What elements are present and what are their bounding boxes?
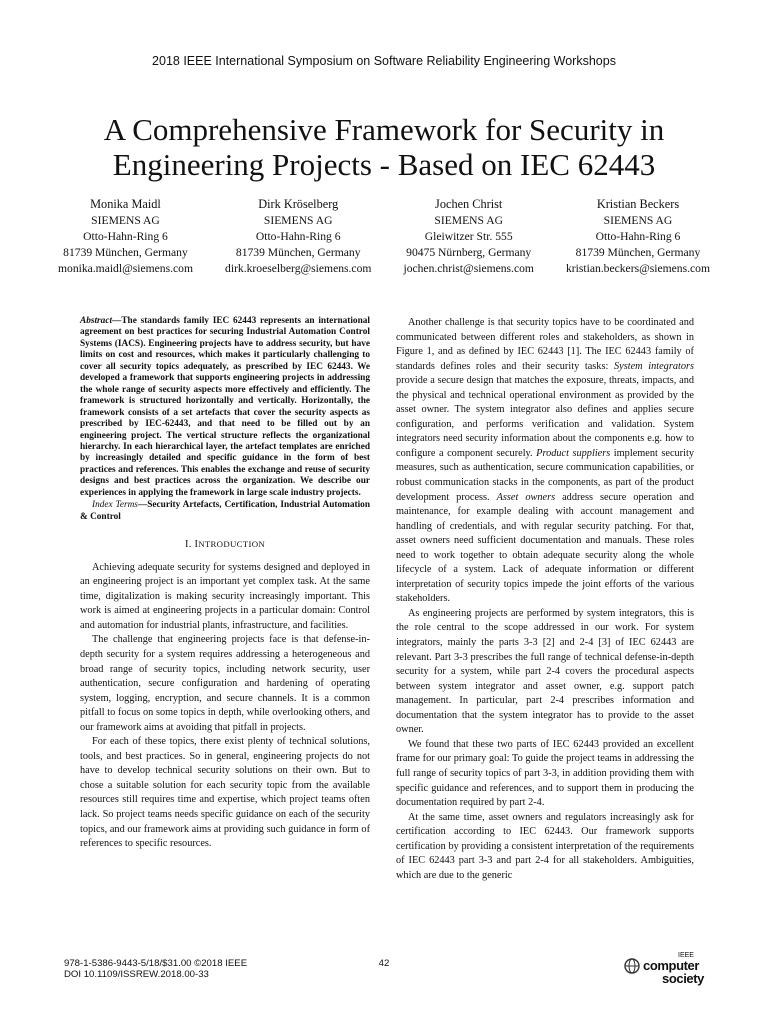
author-street: Otto-Hahn-Ring 6 [255, 230, 341, 243]
section-number: I. [184, 539, 195, 551]
conference-header: 2018 IEEE International Symposium on Software Reliability Engineering Workshops [152, 54, 616, 68]
isbn-line: 978-1-5386-9443-5/18/$31.00 ©2018 IEEE [64, 958, 248, 969]
author-city: 81739 München, Germany [63, 246, 188, 259]
author-name: Monika Maidl [90, 197, 161, 211]
section-heading [80, 537, 370, 553]
author-name: Jochen Christ [435, 197, 503, 211]
author-city: 81739 München, Germany [575, 246, 701, 259]
author-org: SIEMENS AG [91, 214, 160, 227]
role-term: Product suppliers [536, 447, 611, 459]
author-org: SIEMENS AG [263, 214, 333, 227]
text-run: implement security measures, such as authentication, secure communication capabilities, or robust communication stacks in the components, as part of the product development process. [396, 447, 694, 503]
author-block [58, 196, 710, 277]
author-email: jochen.christ@siemens.com [403, 262, 534, 275]
index-terms-text: —Security Artefacts, Certification, Industrial Automation & Control [80, 500, 370, 522]
author-card [566, 196, 710, 277]
role-term: Asset owners [496, 491, 556, 503]
author-org: SIEMENS AG [434, 214, 503, 227]
author-city: 90475 Nürnberg, Germany [406, 246, 532, 259]
body-paragraph: For each of these topics, there exist plenty of technical solutions, tools, and best practices. So in general, engineering projects do not have to develop technical security solutions on their own. But to chose a suitable solution for each security topic from the available resources still requires time and expertise, which project teams often lack. So project teams needs specific guidance on each of the security topics, and our framework aims at providing such guidance in form of references to specific resources. [80, 736, 370, 850]
text-run: provide a secure design that matches the exposure, threats, impacts, and the physical and technical operational environment as provided by the asset owner. The system integrator also defines and applies secure configuration, and performs verification and validation. System integrators need security information about the components e.g. how to configure a component securely. [396, 375, 694, 459]
body-paragraph: As engineering projects are performed by system integrators, this is the role central to the scope addressed in our work. For system integrators, mainly the parts 3-3 [2] and 2-4 [3] of IEC 62443 are relevant. Part 3-3 prescribes the full range of technical defense-in-depth security for a system, while part 2-4 covers the procedural aspects between system integrator and asset owner, e.g. support patch management. In particular, part 2-4 prescribes information and documentation that the system integrator has to provide to the asset owner. [396, 607, 694, 736]
body-paragraph: The challenge that engineering projects face is that defense-in-depth security for a system requires addressing a heterogeneous and broad range of security topics, including network security, user authentication, secure configuration and hardening of operating system, logging, encryption, and secure channels. It is a common pitfall to focus on some topics in depth, while overlooking others, and our framework aims at avoiding that pitfall in projects. [80, 634, 370, 733]
abstract-text: —The standards family IEC 62443 represents an international agreement on best practices for securing Industrial Automation Control Systems (IACS). Engineering projects have to address security, but have limits on cost and resources, which makes it particularly challenging to cover all security topics adequately, as prescribed by IEC 62443. We developed a framework that supports engineering projects in addressing the whole range of security aspects more effectively and efficiently. The framework is structured horizontally and vertically. Horizontally, the framework consists of a set artefacts that cover the security aspects as prescribed by IEC-62443, and that need to be filled out by an engineering project. The vertical structure reflects the organizational hierarchy. In each hierarchical layer, the artefact templates are enriched by increasingly detailed and specific guidance in the form of best practices and references. This enables the exchange and reuse of security designs and best practices across the organization. We describe our experiences in applying the framework in large scale industry projects. [80, 316, 370, 498]
author-city: 81739 München, Germany [235, 246, 361, 259]
author-name: Kristian Beckers [596, 197, 680, 211]
text-run: Another challenge is that security topics have to be coordinated and communicated between different roles and stakeholders, as shown in Figure 1, and as defined by IEC 62443 [1]. The IEC 62443 family of standards defines roles and their security tasks: [396, 317, 694, 372]
section-initial: I [194, 539, 199, 551]
abstract [80, 316, 370, 499]
title-line: A Comprehensive Framework for Security in [103, 112, 665, 147]
ieee-computer-society-logo [624, 952, 708, 988]
body-paragraph: We found that these two parts of IEC 62443 provided an excellent frame for our primary goal: To guide the project teams in addressing the full range of security topics of part 3-3, in addition providing them with specific guidance and references, and to support them in producing the documentation required by part 2-4. [396, 738, 694, 809]
index-terms-label: Index Terms [92, 500, 138, 511]
left-column [80, 316, 370, 852]
globe-icon [624, 958, 640, 974]
right-column [396, 316, 694, 883]
logo-society-text: society [662, 971, 705, 986]
body-paragraph [396, 316, 694, 607]
author-email: monika.maidl@siemens.com [58, 262, 193, 275]
index-terms [80, 500, 370, 523]
author-email: kristian.beckers@siemens.com [566, 262, 710, 275]
logo-ieee-text: IEEE [678, 952, 694, 959]
author-email: dirk.kroeselberg@siemens.com [225, 262, 372, 275]
author-name: Dirk Kröselberg [258, 197, 339, 211]
page-number: 42 [378, 958, 390, 969]
role-term: System integrators [613, 360, 694, 372]
body-paragraph: At the same time, asset owners and regulators increasingly ask for certification according to IEC 62443. Our framework supports certification by providing a consistent interpretation of the requirements of IEC 62443 part 3-3 and part 2-4 for all stakeholders. Ambiguities, which are due to the generic [396, 811, 694, 881]
text-run: address secure operation and maintenance, for example dealing with account management and handling of credentials, and with regular security patching. For that, asset owners need sufficient documentation and manuals. These roles need to work together to obtain adequate security along the whole lifecycle of a system. Lack of adequate information or different interpretation of security topics impede the joint efforts of the various stakeholders. [396, 491, 694, 605]
abstract-label: Abstract [80, 316, 113, 326]
author-street: Gleiwitzer Str. 555 [424, 230, 513, 243]
doi-line: DOI 10.1109/ISSREW.2018.00-33 [64, 969, 209, 980]
author-card [58, 196, 193, 277]
body-paragraph: Achieving adequate security for systems designed and deployed in an engineering project is an important yet complex task. At the same time, digitalization is making security increasingly important. This work is aimed at engineering projects in a particular domain: Control and automation for industrial plants, infrastructure, and facilities. [80, 561, 370, 631]
author-street: Otto-Hahn-Ring 6 [83, 230, 168, 243]
author-card [225, 196, 371, 277]
paper-title [0, 112, 768, 182]
author-org: SIEMENS AG [603, 214, 673, 227]
author-card [403, 196, 533, 277]
section-title-rest: NTRODUCTION [198, 539, 266, 550]
logo-computer-text: computer [643, 958, 700, 973]
author-street: Otto-Hahn-Ring 6 [595, 230, 681, 243]
title-line: Engineering Projects - Based on IEC 62443 [112, 147, 656, 182]
